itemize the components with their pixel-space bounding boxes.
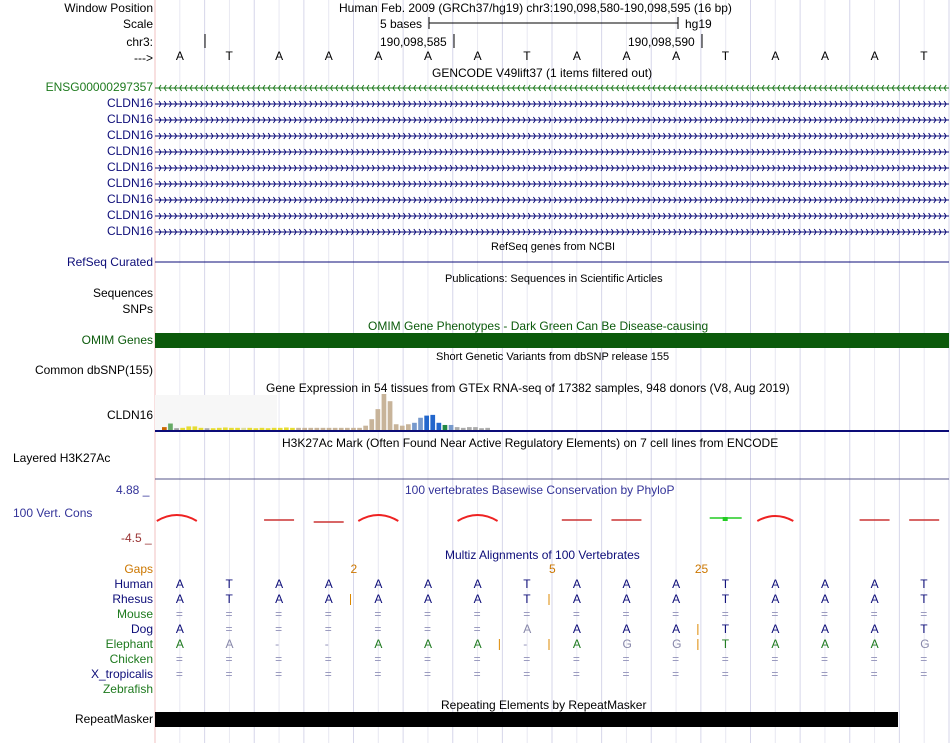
gtex-bar — [455, 427, 460, 430]
gtex-bar — [205, 428, 210, 430]
gaps-label: Gaps — [124, 562, 153, 576]
gencode-track-title: GENCODE V49lift37 (1 items filtered out) — [432, 66, 653, 80]
sequence-base: T — [920, 49, 928, 63]
sequence-base: A — [771, 49, 780, 63]
alignment-base: A — [175, 592, 184, 606]
alignment-base: G — [672, 637, 682, 651]
alignment-base: = — [473, 607, 481, 621]
gene-label: CLDN16 — [106, 208, 153, 222]
species-label: Dog — [130, 622, 153, 636]
alignment-base: = — [374, 607, 382, 621]
refseq-track-label[interactable]: RefSeq Curated — [66, 255, 153, 269]
alignment-base: A — [225, 637, 234, 651]
publications-track-title: Publications: Sequences in Scientific Articles — [445, 273, 663, 285]
alignment-base: A — [672, 622, 681, 636]
alignment-base: A — [622, 622, 631, 636]
alignment-base: = — [225, 607, 233, 621]
alignment-base: = — [672, 667, 680, 681]
alignment-base: = — [771, 667, 779, 681]
phylop-peak — [157, 515, 197, 521]
gtex-bar — [345, 428, 350, 430]
alignment-base: = — [324, 667, 332, 681]
gene-label: ENSG00000297357 — [45, 80, 153, 94]
gtex-bar — [485, 428, 490, 430]
sequence-base: A — [324, 49, 333, 63]
alignment-base: = — [920, 607, 928, 621]
alignment-base: = — [374, 622, 382, 636]
strand-arrow-label: ---> — [134, 51, 153, 65]
gtex-bar — [266, 428, 271, 430]
sequence-base: A — [820, 49, 829, 63]
alignment-base: = — [771, 607, 779, 621]
sequence-base: A — [473, 49, 482, 63]
alignment-base: A — [771, 592, 780, 606]
alignment-base: T — [920, 592, 928, 606]
alignment-base: T — [225, 577, 233, 591]
gene-label: CLDN16 — [106, 128, 153, 142]
alignment-base: A — [572, 592, 581, 606]
gtex-bar — [363, 426, 368, 430]
alignment-base: A — [473, 577, 482, 591]
gtex-bar — [302, 428, 307, 430]
alignment-base: = — [473, 652, 481, 666]
alignment-base: A — [275, 577, 284, 591]
alignment-base: = — [870, 667, 878, 681]
alignment-base: - — [275, 637, 280, 651]
gtex-bar — [168, 424, 173, 430]
gtex-bar — [211, 428, 216, 430]
alignment-base: A — [672, 592, 681, 606]
gtex-bar — [339, 428, 344, 430]
alignment-base: A — [572, 577, 581, 591]
multiz-track-title: Multiz Alignments of 100 Vertebrates — [445, 548, 640, 562]
dbsnp-track-label[interactable]: Common dbSNP(155) — [34, 363, 153, 377]
sequence-base: A — [622, 49, 631, 63]
alignment-base: = — [870, 607, 878, 621]
gene-label: CLDN16 — [106, 176, 153, 190]
phylop-track-label[interactable]: 100 Vert. Cons — [13, 506, 93, 520]
sequence-base: A — [672, 49, 681, 63]
species-label: Rhesus — [112, 592, 153, 606]
gtex-bar — [400, 426, 405, 430]
alignment-base: = — [275, 652, 283, 666]
alignment-base: = — [523, 607, 531, 621]
alignment-base: = — [175, 607, 183, 621]
gtex-bar — [376, 409, 381, 430]
species-label: X_tropicalis — [90, 667, 153, 681]
gtex-bar — [308, 428, 313, 430]
species-label: Mouse — [116, 607, 153, 621]
repeatmasker-track-title: Repeating Elements by RepeatMasker — [441, 698, 647, 712]
alignment-base: T — [523, 592, 531, 606]
alignment-base: = — [225, 652, 233, 666]
gtex-bar — [193, 426, 198, 430]
alignment-base: A — [622, 577, 631, 591]
species-label: Zebrafish — [102, 682, 153, 696]
refseq-track-title: RefSeq genes from NCBI — [491, 241, 616, 253]
alignment-base: = — [275, 607, 283, 621]
sequence-base: A — [175, 49, 184, 63]
gtex-bar — [217, 428, 222, 430]
alignment-base: A — [175, 577, 184, 591]
alignment-base: = — [820, 667, 828, 681]
sequence-base: A — [423, 49, 432, 63]
dbsnp-track-title: Short Genetic Variants from dbSNP release 155 — [436, 351, 670, 363]
gtex-bar — [278, 428, 283, 430]
phylop-highlight-dot — [723, 517, 728, 521]
alignment-base: A — [672, 577, 681, 591]
gtex-bar — [272, 428, 277, 430]
sequences-track-label[interactable]: Sequences — [92, 286, 153, 300]
gtex-bar — [467, 427, 472, 430]
alignment-base: A — [870, 622, 879, 636]
alignment-base: A — [572, 622, 581, 636]
alignment-base: A — [622, 592, 631, 606]
alignment-base: = — [423, 652, 431, 666]
alignment-base: A — [473, 637, 482, 651]
gtex-bar — [186, 426, 191, 430]
alignment-base: A — [820, 592, 829, 606]
alignment-base: A — [870, 592, 879, 606]
position-tick-label: 190,098,585 — [380, 35, 447, 49]
gtex-bar — [260, 428, 265, 430]
gtex-bar — [223, 427, 228, 430]
gene-label: CLDN16 — [106, 112, 153, 126]
gtex-bar — [235, 428, 240, 430]
gtex-track-label[interactable]: CLDN16 — [106, 408, 153, 422]
sequence-base: T — [721, 49, 730, 63]
alignment-base: = — [374, 667, 382, 681]
position-tick-label: 190,098,590 — [628, 35, 695, 49]
alignment-base: = — [523, 667, 531, 681]
gtex-bar — [247, 428, 252, 430]
alignment-base: A — [324, 577, 333, 591]
alignment-base: A — [771, 577, 780, 591]
gtex-bar — [254, 428, 259, 430]
alignment-base: A — [572, 637, 581, 651]
alignment-base: = — [572, 607, 580, 621]
phylop-min-label: -4.5 _ — [121, 531, 152, 545]
alignment-base: G — [920, 637, 930, 651]
gtex-bar — [180, 428, 185, 430]
gtex-track-title: Gene Expression in 54 tissues from GTEx RNA-seq of 17382 samples, 948 donors (V8, Aug 2019) — [266, 381, 790, 395]
gtex-bar — [321, 428, 326, 430]
alignment-base: = — [275, 622, 283, 636]
sequence-base: A — [275, 49, 284, 63]
alignment-base: = — [920, 652, 928, 666]
alignment-base: A — [374, 637, 383, 651]
alignment-base: G — [622, 637, 632, 651]
alignment-base: A — [820, 637, 829, 651]
omim-feature-bar — [155, 333, 949, 348]
alignment-base: A — [473, 592, 482, 606]
gtex-bar — [461, 428, 466, 430]
omim-track-label[interactable]: OMIM Genes — [81, 333, 153, 347]
alignment-base: = — [870, 652, 878, 666]
gtex-bar — [369, 419, 374, 430]
gtex-bar — [412, 423, 417, 430]
gtex-bar — [229, 428, 234, 430]
scale-bases-text: 5 bases — [380, 17, 423, 31]
alignment-base: = — [175, 652, 183, 666]
alignment-base: = — [622, 667, 630, 681]
alignment-base: T — [721, 577, 730, 591]
sequence-base: T — [523, 49, 531, 63]
alignment-base: A — [275, 592, 284, 606]
gtex-bar — [430, 415, 435, 430]
h3k27ac-track-label[interactable]: Layered H3K27Ac — [13, 451, 111, 465]
alignment-base: = — [820, 607, 828, 621]
alignment-base: = — [423, 607, 431, 621]
gtex-bar — [174, 428, 179, 430]
gtex-bar — [473, 427, 478, 430]
alignment-base: - — [324, 637, 329, 651]
alignment-base: = — [721, 667, 729, 681]
gtex-bar — [443, 425, 448, 430]
species-label: Human — [114, 577, 153, 591]
alignment-base: T — [721, 592, 730, 606]
alignment-base: = — [572, 652, 580, 666]
alignment-base: A — [423, 592, 432, 606]
alignment-base: = — [622, 607, 630, 621]
gtex-bar — [357, 428, 362, 430]
snps-track-label[interactable]: SNPs — [122, 302, 153, 316]
alignment-base: T — [523, 577, 531, 591]
alignment-base: = — [423, 667, 431, 681]
window-position-label: Window Position — [64, 1, 153, 15]
gtex-bar — [382, 394, 387, 430]
alignment-base: A — [870, 577, 879, 591]
alignment-base: A — [324, 592, 333, 606]
gtex-bar — [327, 428, 332, 430]
alignment-base: T — [721, 622, 730, 636]
phylop-track-title: 100 vertebrates Basewise Conservation by PhyloP — [405, 483, 675, 497]
alignment-base: = — [721, 652, 729, 666]
alignment-base: = — [225, 667, 233, 681]
gtex-bar — [449, 425, 454, 430]
alignment-base: = — [324, 607, 332, 621]
sequence-base: A — [374, 49, 383, 63]
gtex-bar — [406, 424, 411, 430]
gene-label: CLDN16 — [106, 192, 153, 206]
alignment-base: A — [175, 637, 184, 651]
omim-track-title: OMIM Gene Phenotypes - Dark Green Can Be Disease-causing — [368, 319, 709, 333]
alignment-base: = — [275, 667, 283, 681]
alignment-base: A — [771, 637, 780, 651]
species-label: Elephant — [105, 637, 153, 651]
gtex-bar — [296, 428, 301, 430]
gap-number: 5 — [549, 562, 556, 576]
alignment-base: = — [374, 652, 382, 666]
sequence-base: A — [870, 49, 879, 63]
repeatmasker-feature-bar — [155, 712, 898, 727]
alignment-base: - — [523, 637, 528, 651]
alignment-base: A — [771, 622, 780, 636]
alignment-base: = — [622, 652, 630, 666]
gtex-bar — [437, 423, 442, 430]
alignment-base: = — [324, 622, 332, 636]
browser-title: Human Feb. 2009 (GRCh37/hg19) chr3:190,098,580-190,098,595 (16 bp) — [339, 1, 732, 15]
gtex-bar — [424, 416, 429, 430]
scale-label: Scale — [122, 17, 153, 31]
alignment-base: A — [423, 637, 432, 651]
gtex-bar — [290, 428, 295, 430]
gene-label: CLDN16 — [106, 144, 153, 158]
alignment-base: T — [920, 622, 928, 636]
alignment-base: A — [820, 622, 829, 636]
species-label: Chicken — [109, 652, 153, 666]
gtex-background — [155, 395, 277, 430]
alignment-base: = — [572, 667, 580, 681]
gtex-bar — [394, 424, 399, 430]
alignment-base: = — [771, 652, 779, 666]
alignment-base: = — [225, 622, 233, 636]
alignment-base: = — [324, 652, 332, 666]
alignment-base: A — [374, 592, 383, 606]
gap-number: 25 — [694, 562, 709, 576]
assembly-text: hg19 — [685, 17, 712, 31]
alignment-base: = — [175, 667, 183, 681]
gtex-bar — [479, 428, 484, 430]
alignment-base: = — [473, 667, 481, 681]
alignment-base: = — [473, 622, 481, 636]
sequence-base: T — [225, 49, 233, 63]
alignment-base: A — [175, 622, 184, 636]
gene-label: CLDN16 — [106, 96, 153, 110]
chrom-label: chr3: — [126, 35, 153, 49]
alignment-base: A — [423, 577, 432, 591]
alignment-base: = — [672, 652, 680, 666]
alignment-base: = — [721, 607, 729, 621]
gap-number: 2 — [350, 562, 358, 576]
alignment-base: T — [721, 637, 730, 651]
sequence-base: A — [572, 49, 581, 63]
gtex-bar — [418, 418, 423, 430]
alignment-base: A — [870, 637, 879, 651]
alignment-base: A — [523, 622, 532, 636]
h3k27ac-track-title: H3K27Ac Mark (Often Found Near Active Regulatory Elements) on 7 cell lines from ENCODE — [282, 436, 779, 450]
repeatmasker-track-label[interactable]: RepeatMasker — [74, 712, 153, 726]
gene-label: CLDN16 — [106, 160, 153, 174]
alignment-base: = — [820, 652, 828, 666]
alignment-base: = — [523, 652, 531, 666]
phylop-max-label: 4.88 _ — [116, 483, 150, 497]
gene-label: CLDN16 — [106, 224, 153, 238]
gtex-bar — [241, 428, 246, 430]
alignment-base: A — [820, 577, 829, 591]
gtex-bar — [162, 427, 167, 430]
gtex-bar — [351, 428, 356, 430]
alignment-base: = — [423, 622, 431, 636]
gtex-bar — [388, 401, 393, 430]
gtex-bar — [315, 428, 320, 430]
alignment-base: = — [920, 667, 928, 681]
alignment-base: A — [374, 577, 383, 591]
alignment-base: T — [920, 577, 928, 591]
alignment-base: T — [225, 592, 233, 606]
gtex-bar — [333, 428, 338, 430]
gtex-bar — [199, 428, 204, 430]
alignment-base: = — [672, 607, 680, 621]
gtex-bar — [284, 427, 289, 430]
